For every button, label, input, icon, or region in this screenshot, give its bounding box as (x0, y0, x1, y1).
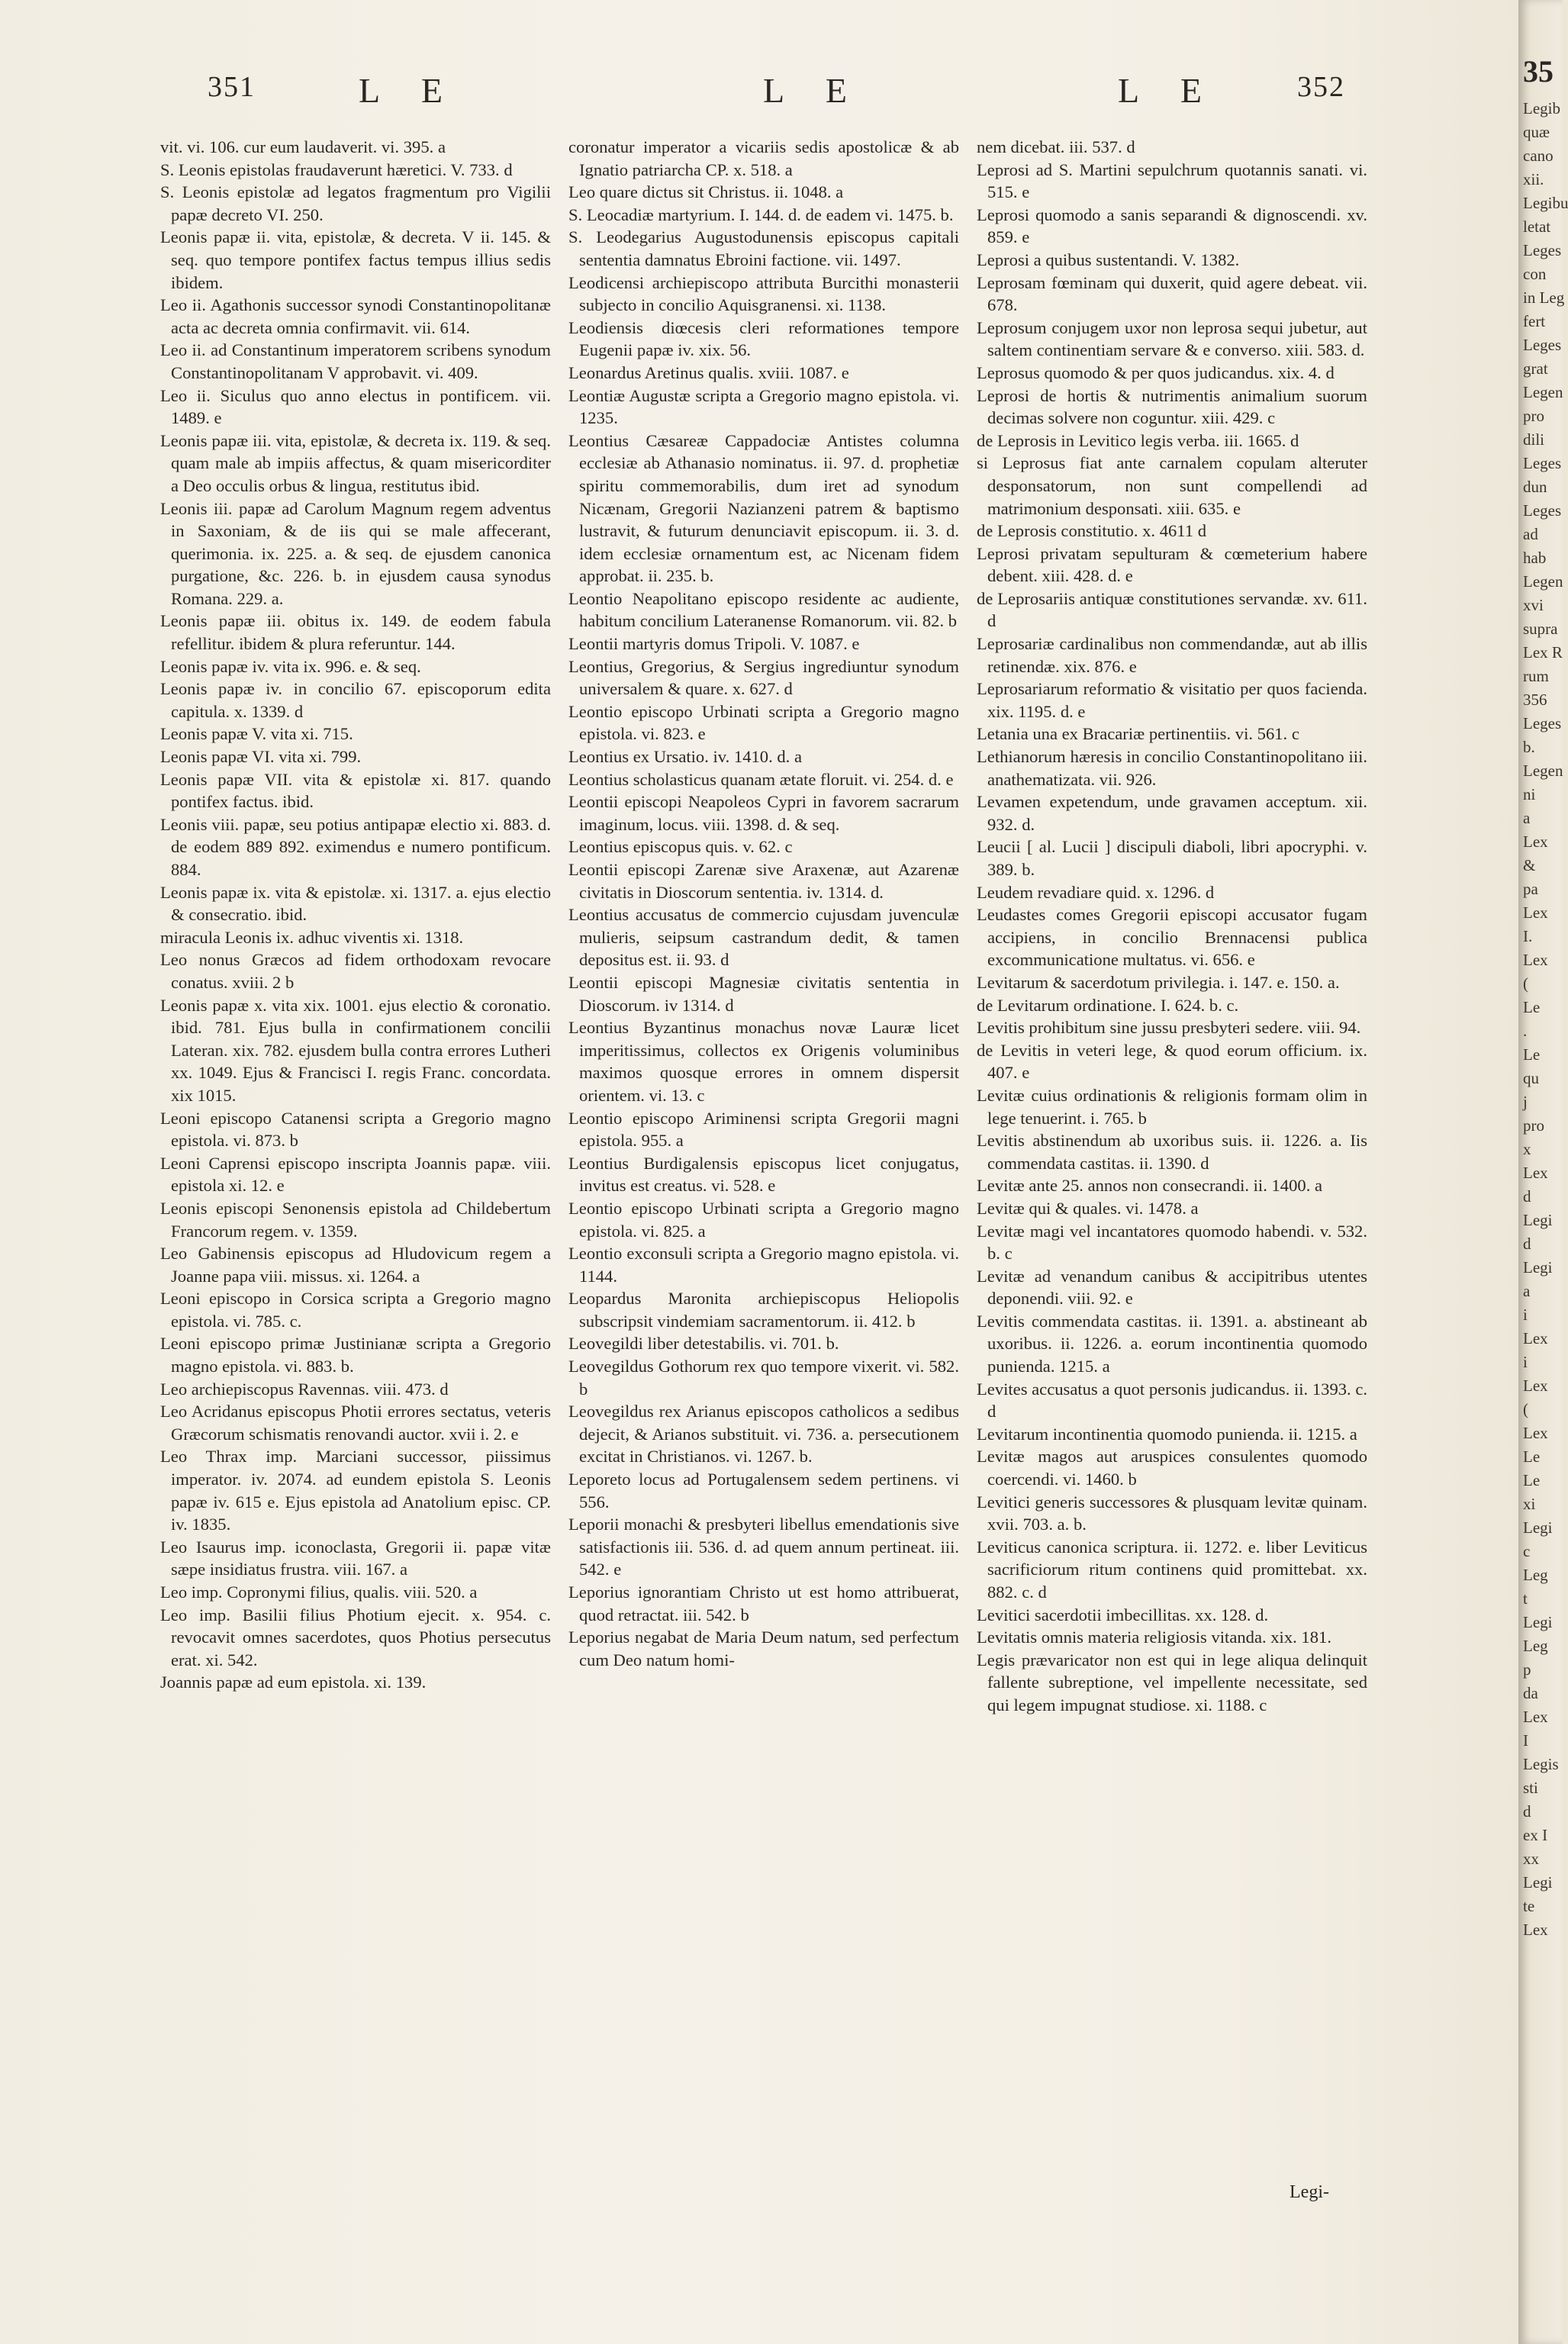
index-entry: Leonis papæ iv. vita ix. 996. e. & seq. (160, 656, 421, 676)
index-entry: Levitæ magi vel incantatores quomodo habendi. v. 532. b. c (977, 1221, 1367, 1264)
index-entry: Leontio episcopo Urbinati scripta a Gregorio magno epistola. vi. 823. e (568, 701, 959, 744)
index-entry: Leprosum conjugem uxor non leprosa sequi jubetur, aut saltem continentiam servare & e converso. xiii. 583. d. (977, 317, 1367, 360)
margin-fragment: pa (1523, 880, 1538, 898)
margin-fragment: b. (1523, 738, 1535, 756)
margin-fragment: supra (1523, 620, 1558, 638)
margin-fragment: Legi (1523, 1211, 1553, 1229)
index-entry: Leontii martyris domus Tripoli. V. 1087. e (568, 634, 860, 654)
index-entry: de Leprosis in Levitico legis verba. iii. 1665. d (977, 430, 1299, 450)
margin-fragment: c (1523, 1542, 1531, 1560)
index-entry: Leovegildus Gothorum rex quo tempore vixerit. vi. 582. b (568, 1357, 959, 1399)
index-entry: Leonis papæ V. vita xi. 715. (160, 724, 353, 744)
margin-fragment: Leges (1523, 501, 1562, 520)
index-entry: Leo archiepiscopus Ravennas. viii. 473. d (160, 1379, 449, 1399)
index-entry: Leporius ignorantiam Christo ut est homo attribuerat, quod retractat. iii. 542. b (568, 1583, 959, 1624)
index-entry: S. Leodegarius Augustodunensis episcopus capitali sententia damnatus Ebroini factione. vii. 1497. (568, 227, 959, 269)
index-entry: Levitis abstinendum ab uxoribus suis. ii. 1226. a. Iis commendata castitas. ii. 1390. d (977, 1131, 1367, 1173)
margin-fragment: Legis (1523, 1755, 1559, 1773)
index-entry: Leucii [ al. Lucii ] discipuli diaboli, libri apocryphi. v. 389. b. (977, 837, 1367, 879)
margin-fragment: pro (1523, 407, 1544, 425)
margin-fragment: quæ (1523, 123, 1550, 141)
index-entry: Leprosi a quibus sustentandi. V. 1382. (977, 250, 1240, 269)
index-entry: Leo Thrax imp. Marciani successor, piissimus imperator. iv. 2074. ad eundem epistola S. Leonis papæ iv. 615 e. Ejus epistola ad Anatolium episc. CP. iv. 1835. (160, 1447, 551, 1534)
index-entry: Leodiensis diœcesis cleri reformationes tempore Eugenii papæ iv. xix. 56. (568, 317, 959, 360)
index-entry: Leo imp. Copronymi filius, qualis. viii. 520. a (160, 1583, 478, 1602)
index-entry: Leudastes comes Gregorii episcopi accusator fugam accipiens, in concilio Brennacensi publica excommunicatione multatus. vi. 656. e (977, 905, 1367, 970)
index-entry: Leonis papæ x. vita xix. 1001. ejus electio & coronatio. ibid. 781. Ejus bulla in confirmationem concilii Lateran. xix. 782. ejusdem bulla contra errores Lutheri xx. 1049. Ejus & Francisci I. regis Franc. concordata. xix 1015. (160, 995, 551, 1105)
index-entry: Leontio exconsuli scripta a Gregorio magno epistola. vi. 1144. (568, 1244, 959, 1286)
margin-fragment: Legen (1523, 761, 1563, 780)
index-entry: Leontius Burdigalensis episcopus licet conjugatus, invitus est creatus. vi. 528. e (568, 1153, 959, 1196)
margin-fragment: & (1523, 856, 1536, 874)
margin-fragment: Leg (1523, 1566, 1548, 1584)
index-entry: Levitæ ad venandum canibus & accipitribus utentes deponendi. viii. 92. e (977, 1266, 1367, 1309)
margin-fragment: dun (1523, 478, 1547, 496)
margin-fragment: Leges (1523, 336, 1562, 354)
right-page-number: 352 (1297, 71, 1345, 103)
margin-fragment: Leges (1523, 454, 1562, 472)
margin-fragment: sti (1523, 1779, 1538, 1797)
index-entry: Leontius Byzantinus monachus novæ Lauræ licet imperitissimus, collectos ex Origenis voluminibus maximos quosque errores in omnem dispersit orientem. vi. 13. c (568, 1018, 959, 1105)
index-entry: Leporii monachi & presbyteri libellus emendationis sive satisfactionis iii. 536. d. ad quem annum pertineat. iii. 542. e (568, 1515, 959, 1579)
margin-fragment: pro (1523, 1116, 1544, 1135)
index-entry: Joannis papæ ad eum epistola. xi. 139. (160, 1673, 427, 1692)
index-entry: Leoni episcopo in Corsica scripta a Gregorio magno epistola. vi. 785. c. (160, 1289, 551, 1331)
margin-fragment: xvi (1523, 596, 1544, 614)
index-entry: Leprosariarum reformatio & visitatio per quos facienda. xix. 1195. d. e (977, 679, 1367, 721)
margin-fragment: xx (1523, 1850, 1539, 1868)
index-entry: Leo Gabinensis episcopus ad Hludovicum regem a Joanne papa viii. missus. xi. 1264. a (160, 1244, 551, 1286)
index-entry: vit. vi. 106. cur eum laudaverit. vi. 395. a (160, 137, 446, 156)
index-entry: Leo nonus Græcos ad fidem orthodoxam revocare conatus. xviii. 2 b (160, 950, 551, 992)
index-entry: Legis prævaricator non est qui in lege aliqua delinquit fallente subreptione, vel impellente necessitate, sed qui legem impugnat studiose. xi. 1188. c (977, 1650, 1367, 1715)
index-entry: Leonis papæ iii. obitus ix. 149. de eodem fabula refellitur. ibidem & plura referuntur. 144. (160, 611, 551, 654)
margin-fragment: in Leg (1523, 288, 1565, 307)
margin-fragment: Le (1523, 998, 1541, 1016)
margin-fragment: fert (1523, 312, 1546, 330)
index-entry: de Leprosis constitutio. x. 4611 d (977, 521, 1207, 541)
left-page-number: 351 (208, 71, 256, 103)
index-entry: Leporius negabat de Maria Deum natum, sed perfectum cum Deo natum homi- (568, 1628, 959, 1669)
index-entry: S. Leonis epistolas fraudaverunt hæretici. V. 733. d (160, 159, 513, 179)
index-entry: Leonis papæ iv. in concilio 67. episcoporum edita capitula. x. 1339. d (160, 679, 551, 721)
index-entry: Letania una ex Bracariæ pertinentiis. vi. 561. c (977, 724, 1299, 744)
index-entry: Levitici sacerdotii imbecillitas. xx. 128. d. (977, 1605, 1269, 1624)
index-entry: Leprosi de hortis & nutrimentis animalium suorum decimas solvere non coguntur. xiii. 429. c (977, 385, 1367, 428)
margin-fragment: ( (1523, 974, 1528, 993)
margin-fragment: Legen (1523, 383, 1563, 401)
index-entry: Leontio episcopo Ariminensi scripta Gregorii magni epistola. 955. a (568, 1108, 959, 1151)
index-column-right (977, 136, 1367, 1717)
column-header-right: L E (1118, 71, 1219, 110)
index-entry: de Leprosariis antiquæ constitutiones servandæ. xv. 611. d (977, 588, 1367, 631)
margin-fragment: d (1523, 1235, 1531, 1253)
index-entry: Leonis papæ iii. vita, epistolæ, & decreta ix. 119. & seq. quam male ab impiis affectus, & quam misericorditer a Deo occulis orbus & lingua, restitutus ibid. (160, 430, 551, 495)
index-entry: Leprosam fœminam qui duxerit, quid agere debeat. vii. 678. (977, 272, 1367, 315)
margin-fragment: xi (1523, 1495, 1536, 1513)
margin-fragment: Lex (1523, 1329, 1548, 1347)
margin-fragment: Le (1523, 1045, 1541, 1064)
index-entry: Leoni episcopo Catanensi scripta a Gregorio magno epistola. vi. 873. b (160, 1108, 551, 1151)
index-entry: Leontius, Gregorius, & Sergius ingrediuntur synodum universalem & quare. x. 627. d (568, 656, 959, 699)
margin-fragment: i (1523, 1306, 1528, 1324)
index-entry: Levitici generis successores & plusquam levitæ quinam. xvii. 703. a. b. (977, 1492, 1367, 1534)
index-entry: de Levitarum ordinatione. I. 624. b. c. (977, 995, 1239, 1015)
column-header-center: L E (763, 71, 864, 110)
margin-fragment: Legi (1523, 1613, 1553, 1631)
margin-fragment: da (1523, 1684, 1538, 1702)
index-entry: Leontius Cæsareæ Cappadociæ Antistes columna ecclesiæ ab Athanasio nominatus. ii. 97. d. prophetiæ spiritu commemorabilis, dum iret ad synodum Nicænam, Gregorii Nazianzeni patrem & baptismo lustravit, & futurum denunciavit episcopum. ii. 3. d. idem ecclesiæ ornamentum est, ac Nicenam fidem approbat. ii. 235. b. (568, 430, 959, 586)
index-entry: Leo Isaurus imp. iconoclasta, Gregorii ii. papæ vitæ sæpe insidiatus frustra. viii. 167. a (160, 1537, 551, 1579)
margin-fragment: i (1523, 1353, 1528, 1371)
catchword: Legi- (1289, 2182, 1329, 2202)
index-entry: Leo ii. Siculus quo anno electus in pontificem. vii. 1489. e (160, 385, 551, 428)
margin-fragment: I (1523, 1731, 1528, 1750)
margin-fragment: ex I (1523, 1826, 1548, 1844)
index-entry: de Levitis in veteri lege, & quod eorum officium. ix. 407. e (977, 1040, 1367, 1083)
index-entry: Leprosi quomodo a sanis separandi & dignoscendi. xv. 859. e (977, 204, 1367, 247)
index-entry: Leo ii. ad Constantinum imperatorem scribens synodum Constantinopolitanam V approbavit. vi. 409. (160, 340, 551, 382)
margin-fragment: d (1523, 1802, 1531, 1821)
index-entry: Leudem revadiare quid. x. 1296. d (977, 882, 1215, 902)
index-entry: Leo quare dictus sit Christus. ii. 1048. a (568, 182, 844, 202)
index-entry: Leodicensi archiepiscopo attributa Burcithi monasterii subjecto in concilio Aquisgranensi. xi. 1138. (568, 272, 959, 315)
margin-fragment: grat (1523, 359, 1548, 378)
margin-fragment: Leg (1523, 1637, 1548, 1655)
margin-fragment: Le (1523, 1447, 1541, 1466)
index-entry: Leonis episcopi Senonensis epistola ad Childebertum Francorum regem. v. 1359. (160, 1198, 551, 1241)
margin-fragment: . (1523, 1022, 1528, 1040)
index-column-left (160, 136, 551, 1694)
margin-fragment: rum (1523, 667, 1549, 685)
index-entry: Leonardus Aretinus qualis. xviii. 1087. e (568, 362, 849, 382)
margin-fragment: Lex (1523, 1921, 1548, 1939)
margin-fragment: 356 (1523, 691, 1547, 709)
margin-fragment: I. (1523, 927, 1533, 945)
index-entry: Leontii episcopi Neapoleos Cypri in favorem sacrarum imaginum, locus. viii. 1398. d. & seq. (568, 792, 959, 834)
index-entry: Leontius episcopus quis. v. 62. c (568, 837, 793, 857)
margin-fragment: Le (1523, 1471, 1541, 1489)
margin-fragment: letat (1523, 217, 1551, 236)
margin-fragment: qu (1523, 1069, 1539, 1087)
index-entry: Levitæ ante 25. annos non consecrandi. ii. 1400. a (977, 1176, 1323, 1196)
column-header-left: L E (359, 71, 459, 110)
margin-fragment: Lex (1523, 1708, 1548, 1726)
index-entry: Leonis viii. papæ, seu potius antipapæ electio xi. 883. d. de eodem 889 892. eximendus e numero pontificum. 884. (160, 814, 551, 879)
margin-fragment: Lex (1523, 951, 1548, 969)
margin-fragment: Legib (1523, 99, 1560, 118)
index-entry: Leonis papæ ii. vita, epistolæ, & decreta. V ii. 145. & seq. quo tempore pontifex factus tempus illius sedis ibidem. (160, 227, 551, 292)
margin-fragment: ni (1523, 785, 1536, 803)
margin-fragment: xii. (1523, 170, 1544, 188)
margin-fragment: Legi (1523, 1518, 1553, 1537)
index-entry: Leo imp. Basilii filius Photium ejecit. x. 954. c. revocavit omnes sacerdotes, quos Photius persecutus erat. xi. 542. (160, 1605, 551, 1669)
margin-fragment: con (1523, 265, 1547, 283)
index-entry: Leoni Caprensi episcopo inscripta Joannis papæ. viii. epistola xi. 12. e (160, 1153, 551, 1196)
index-entry: S. Leocadiæ martyrium. I. 144. d. de eadem vi. 1475. b. (568, 204, 954, 224)
margin-fragment: a (1523, 809, 1531, 827)
margin-fragment: p (1523, 1660, 1531, 1679)
margin-fragment: Legibu (1523, 194, 1568, 212)
index-entry: Leonis papæ ix. vita & epistolæ. xi. 1317. a. ejus electio & consecratio. ibid. (160, 882, 551, 925)
index-entry: Levites accusatus a quot personis judicandus. ii. 1393. c. d (977, 1379, 1368, 1422)
index-entry: Leprosi ad S. Martini sepulchrum quotannis sanati. vi. 515. e (977, 159, 1367, 202)
adjacent-page-margin (1518, 0, 1568, 2344)
index-entry: Levitis prohibitum sine jussu presbyteri sedere. viii. 94. (977, 1018, 1361, 1038)
margin-fragment: Leges (1523, 714, 1562, 732)
index-entry: Leprosi privatam sepulturam & cœmeterium habere debent. xiii. 428. d. e (977, 543, 1367, 586)
margin-fragment: j (1523, 1093, 1528, 1111)
margin-fragment: Legi (1523, 1873, 1553, 1892)
index-entry: Leviticus canonica scriptura. ii. 1272. e. liber Leviticus sacrificiorum ritum continens quid promittebat. xx. 882. c. d (977, 1537, 1367, 1602)
index-entry: si Leprosus fiat ante carnalem copulam alteruter desponsatorum, non sunt compellendi ad matrimonium desponsati. xiii. 635. e (977, 453, 1367, 518)
margin-fragment: Leges (1523, 241, 1562, 259)
margin-fragment: Legen (1523, 572, 1563, 591)
index-entry: miracula Leonis ix. adhuc viventis xi. 1318. (160, 927, 464, 947)
margin-fragment: Legi (1523, 1258, 1553, 1277)
index-entry: Leoni episcopo primæ Justinianæ scripta a Gregorio magno epistola. vi. 883. b. (160, 1334, 551, 1376)
margin-fragment: Lex (1523, 832, 1548, 851)
index-entry: Leontio Neapolitano episcopo residente ac audiente, habitum concilium Lateranense Romanorum. vii. 82. b (568, 588, 959, 631)
margin-fragment: d (1523, 1187, 1531, 1206)
adjacent-page-number: 35 (1523, 54, 1554, 89)
margin-fragment: Lex (1523, 1164, 1548, 1182)
index-entry: Leontio episcopo Urbinati scripta a Gregorio magno epistola. vi. 825. a (568, 1198, 959, 1241)
index-entry: Levitis commendata castitas. ii. 1391. a. abstineant ab uxoribus. ii. 1226. a. eorum incontinentia quomodo punienda. 1215. a (977, 1311, 1367, 1376)
index-entry: Leovegildus rex Arianus episcopos catholicos a sedibus dejecit, & Arianos substituit. vi. 736. a. persecutionem excitat in Christianos. vi. 1267. b. (568, 1402, 959, 1467)
margin-fragment: Lex R (1523, 643, 1563, 662)
index-entry: Leprosus quomodo & per quos judicandus. xix. 4. d (977, 362, 1335, 382)
index-entry: coronatur imperator a vicariis sedis apostolicæ & ab Ignatio patriarcha CP. x. 518. a (568, 137, 959, 179)
index-entry: Leontius scholasticus quanam ætate floruit. vi. 254. d. e (568, 769, 954, 789)
margin-fragment: te (1523, 1897, 1535, 1915)
index-entry: Levitæ cuius ordinationis & religionis formam olim in lege tenuerint. i. 765. b (977, 1085, 1367, 1128)
margin-fragment: hab (1523, 549, 1547, 567)
margin-fragment: ad (1523, 525, 1538, 543)
margin-fragment: Lex (1523, 903, 1548, 922)
margin-fragment: dili (1523, 430, 1545, 449)
index-entry: Leovegildi liber detestabilis. vi. 701. b. (568, 1334, 839, 1354)
index-entry: Leo ii. Agathonis successor synodi Constantinopolitanæ acta ac decreta omnia confirmavit. vii. 614. (160, 295, 551, 337)
margin-fragment: Lex (1523, 1376, 1548, 1395)
index-entry: Levitarum incontinentia quomodo punienda. ii. 1215. a (977, 1424, 1357, 1444)
margin-fragment: a (1523, 1282, 1531, 1300)
index-entry: Levitarum & sacerdotum privilegia. i. 147. e. 150. a. (977, 972, 1340, 992)
index-entry: Levitæ magos aut aruspices consulentes quomodo coercendi. vi. 1460. b (977, 1447, 1367, 1489)
index-entry: Leprosariæ cardinalibus non commendandæ, aut ab illis retinendæ. xix. 876. e (977, 634, 1367, 676)
index-entry: Levitæ qui & quales. vi. 1478. a (977, 1198, 1199, 1218)
index-entry: Leonis papæ VII. vita & epistolæ xi. 817. quando pontifex factus. ibid. (160, 769, 551, 812)
index-entry: Leonis iii. papæ ad Carolum Magnum regem adventus in Saxoniam, & de iis qui se male affecerant, querimonia. ix. 225. a. & seq. de ejusdem canonica purgatione, &c. 226. b. in ejusdem causa synodus Romana. 229. a. (160, 498, 551, 608)
margin-fragment: t (1523, 1589, 1528, 1608)
adjacent-page-text-fragments (1518, 97, 1568, 1942)
index-entry: Leontius ex Ursatio. iv. 1410. d. a (568, 747, 803, 767)
index-column-middle (568, 136, 959, 1671)
index-entry: Leontius accusatus de commercio cujusdam juvenculæ mulieris, seipsum castrandum dedit, & tamen depositus est. ii. 93. d (568, 905, 959, 970)
index-entry: Leontii episcopi Magnesiæ civitatis sententia in Dioscorum. iv 1314. d (568, 972, 959, 1015)
index-entry: Leopardus Maronita archiepiscopus Heliopolis subscripsit vindemiam sacramentorum. ii. 412. b (568, 1289, 959, 1331)
margin-fragment: ( (1523, 1400, 1528, 1418)
index-entry: S. Leonis epistolæ ad legatos fragmentum pro Vigilii papæ decreto VI. 250. (160, 182, 551, 224)
index-entry: Levitatis omnis materia religiosis vitanda. xix. 181. (977, 1628, 1331, 1647)
margin-fragment: cano (1523, 146, 1554, 165)
index-entry: nem dicebat. iii. 537. d (977, 137, 1135, 156)
index-entry: Leporeto locus ad Portugalensem sedem pertinens. vi 556. (568, 1470, 959, 1512)
index-entry: Leontii episcopi Zarenæ sive Araxenæ, aut Azarenæ civitatis in Dioscorum sententia. iv. 1314. d. (568, 860, 959, 902)
index-entry: Leo Acridanus episcopus Photii errores sectatus, veteris Græcorum schismatis renovandi auctor. xvii i. 2. e (160, 1402, 551, 1444)
margin-fragment: x (1523, 1140, 1531, 1158)
index-entry: Leontiæ Augustæ scripta a Gregorio magno epistola. vi. 1235. (568, 385, 959, 428)
margin-fragment: Lex (1523, 1424, 1548, 1442)
index-entry: Levamen expetendum, unde gravamen acceptum. xii. 932. d. (977, 792, 1367, 834)
index-entry: Lethianorum hæresis in concilio Constantinopolitano iii. anathematizata. vii. 926. (977, 747, 1367, 789)
index-entry: Leonis papæ VI. vita xi. 799. (160, 747, 362, 767)
